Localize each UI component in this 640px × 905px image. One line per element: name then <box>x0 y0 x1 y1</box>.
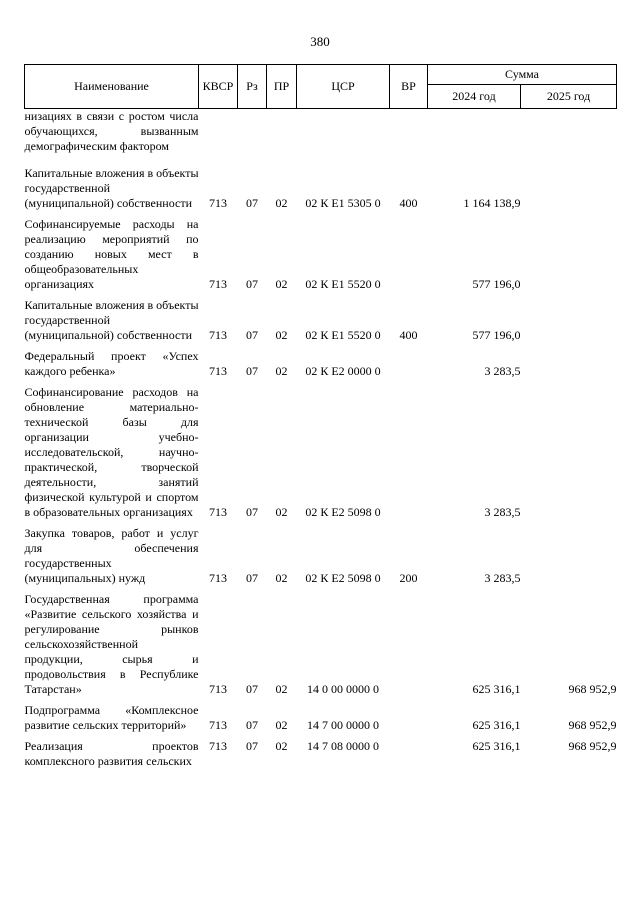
cell-rz: 07 <box>246 364 258 378</box>
cell-y2025 <box>521 526 617 592</box>
cell-vr <box>390 592 428 703</box>
cell-csr: 02 К Е1 5520 0 <box>305 328 381 342</box>
cell-kvsr: 713 <box>209 364 227 378</box>
cell-kvsr: 713 <box>209 682 227 696</box>
table-row <box>25 739 617 775</box>
table-body <box>25 109 617 776</box>
cell-y2024: 3 283,5 <box>484 571 521 585</box>
table-row <box>25 109 617 167</box>
cell-rz: 07 <box>246 718 258 732</box>
cell-csr: 14 7 00 0000 0 <box>307 718 379 732</box>
header-pr: ПР <box>267 65 297 109</box>
cell-csr: 02 К Е2 5098 0 <box>305 505 381 519</box>
header-sum: Сумма <box>428 65 617 85</box>
table-row <box>25 703 617 739</box>
table-row <box>25 592 617 703</box>
cell-csr: 02 К Е1 5520 0 <box>305 277 381 291</box>
cell-name: Капитальные вложения в объекты государственной (муниципальной) собственности <box>24 166 199 210</box>
cell-kvsr: 713 <box>209 196 227 210</box>
cell-y2024: 577 196,0 <box>472 328 521 342</box>
cell-kvsr: 713 <box>209 328 227 342</box>
cell-csr: 02 К Е2 0000 0 <box>305 364 381 378</box>
table-row <box>25 217 617 298</box>
cell-rz: 07 <box>246 328 258 342</box>
cell-rz: 07 <box>246 739 258 753</box>
cell-y2024 <box>428 109 521 167</box>
cell-vr <box>390 217 428 298</box>
cell-y2025: 968 952,9 <box>568 739 617 753</box>
header-vr: ВР <box>390 65 428 109</box>
table-row <box>25 298 617 349</box>
cell-y2024: 1 164 138,9 <box>463 196 521 210</box>
cell-kvsr: 713 <box>209 718 227 732</box>
table-row <box>25 526 617 592</box>
cell-kvsr: 713 <box>209 739 227 753</box>
cell-y2024: 625 316,1 <box>472 718 521 732</box>
cell-vr: 400 <box>399 328 418 342</box>
cell-y2025 <box>521 217 617 298</box>
table-header <box>25 65 617 109</box>
cell-pr: 02 <box>275 682 288 696</box>
cell-y2025: 968 952,9 <box>568 682 617 696</box>
cell-y2024: 3 283,5 <box>484 364 521 378</box>
cell-kvsr: 713 <box>209 505 227 519</box>
cell-name: Софинансирование расходов на обновление материально-технической базы для организации учебно-исследовательской, научно-практической, творческой деятельности, занятий физической культурой и спортом в образовательных организациях <box>24 385 199 519</box>
cell-y2025 <box>521 349 617 385</box>
page-number: 380 <box>310 34 330 49</box>
cell-csr: 02 К Е1 5305 0 <box>305 196 381 210</box>
cell-name: Подпрограмма «Комплексное развитие сельских территорий» <box>24 703 199 732</box>
cell-rz: 07 <box>246 571 258 585</box>
cell-pr: 02 <box>275 277 288 291</box>
cell-csr: 14 7 08 0000 0 <box>307 739 379 753</box>
cell-vr <box>390 703 428 739</box>
cell-csr: 14 0 00 0000 0 <box>307 682 379 696</box>
cell-y2024: 577 196,0 <box>472 277 521 291</box>
cell-vr <box>390 349 428 385</box>
cell-y2024: 3 283,5 <box>484 505 521 519</box>
cell-y2025 <box>521 166 617 217</box>
cell-pr: 02 <box>275 739 288 753</box>
cell-pr: 02 <box>275 571 288 585</box>
cell-kvsr: 713 <box>209 571 227 585</box>
cell-name: Софинансируемые расходы на реализацию мероприятий по созданию новых мест в общеобразовательных организациях <box>24 217 199 291</box>
header-rz: Рз <box>238 65 267 109</box>
cell-y2024: 625 316,1 <box>472 682 521 696</box>
cell-y2025 <box>521 298 617 349</box>
cell-pr: 02 <box>275 196 288 210</box>
cell-rz: 07 <box>246 682 258 696</box>
budget-table <box>24 64 617 775</box>
cell-name: Капитальные вложения в объекты государственной (муниципальной) собственности <box>24 298 199 342</box>
cell-pr: 02 <box>275 328 288 342</box>
header-2025: 2025 год <box>521 85 617 109</box>
cell-rz: 07 <box>246 505 258 519</box>
cell-vr <box>390 109 428 167</box>
cell-kvsr: 713 <box>209 277 227 291</box>
header-csr: ЦСР <box>297 65 390 109</box>
cell-vr <box>390 385 428 526</box>
cell-csr <box>297 109 390 167</box>
cell-pr: 02 <box>275 364 288 378</box>
cell-y2025 <box>521 385 617 526</box>
cell-y2024: 625 316,1 <box>472 739 521 753</box>
header-kvsr: КВСР <box>199 65 238 109</box>
cell-rz: 07 <box>246 277 258 291</box>
cell-pr: 02 <box>275 718 288 732</box>
cell-rz: 07 <box>246 196 258 210</box>
header-2024: 2024 год <box>428 85 521 109</box>
cell-y2025: 968 952,9 <box>568 718 617 732</box>
cell-name: Реализация проектов комплексного развития сельских <box>24 739 199 768</box>
cell-y2025 <box>521 109 617 167</box>
cell-vr <box>390 739 428 775</box>
table-row <box>25 385 617 526</box>
cell-vr: 400 <box>399 196 418 210</box>
cell-csr: 02 К Е2 5098 0 <box>305 571 381 585</box>
cell-pr <box>267 109 297 167</box>
header-name: Наименование <box>25 65 199 109</box>
table-row <box>25 166 617 217</box>
table-row <box>25 349 617 385</box>
cell-name: Государственная программа «Развитие сельского хозяйства и регулирование рынков сельскохозяйственной продукции, сырья и продовольствия в Республике Татарстан» <box>24 592 199 696</box>
cell-pr: 02 <box>275 505 288 519</box>
cell-name: Закупка товаров, работ и услуг для обеспечения государственных (муниципальных) нужд <box>24 526 199 585</box>
cell-vr: 200 <box>399 571 418 585</box>
cell-rz <box>238 109 267 167</box>
cell-name: Федеральный проект «Успех каждого ребенка» <box>24 349 199 378</box>
cell-name: низациях в связи с ростом числа обучающихся, вызванным демографическим фактором <box>24 109 199 153</box>
cell-kvsr <box>199 109 238 167</box>
